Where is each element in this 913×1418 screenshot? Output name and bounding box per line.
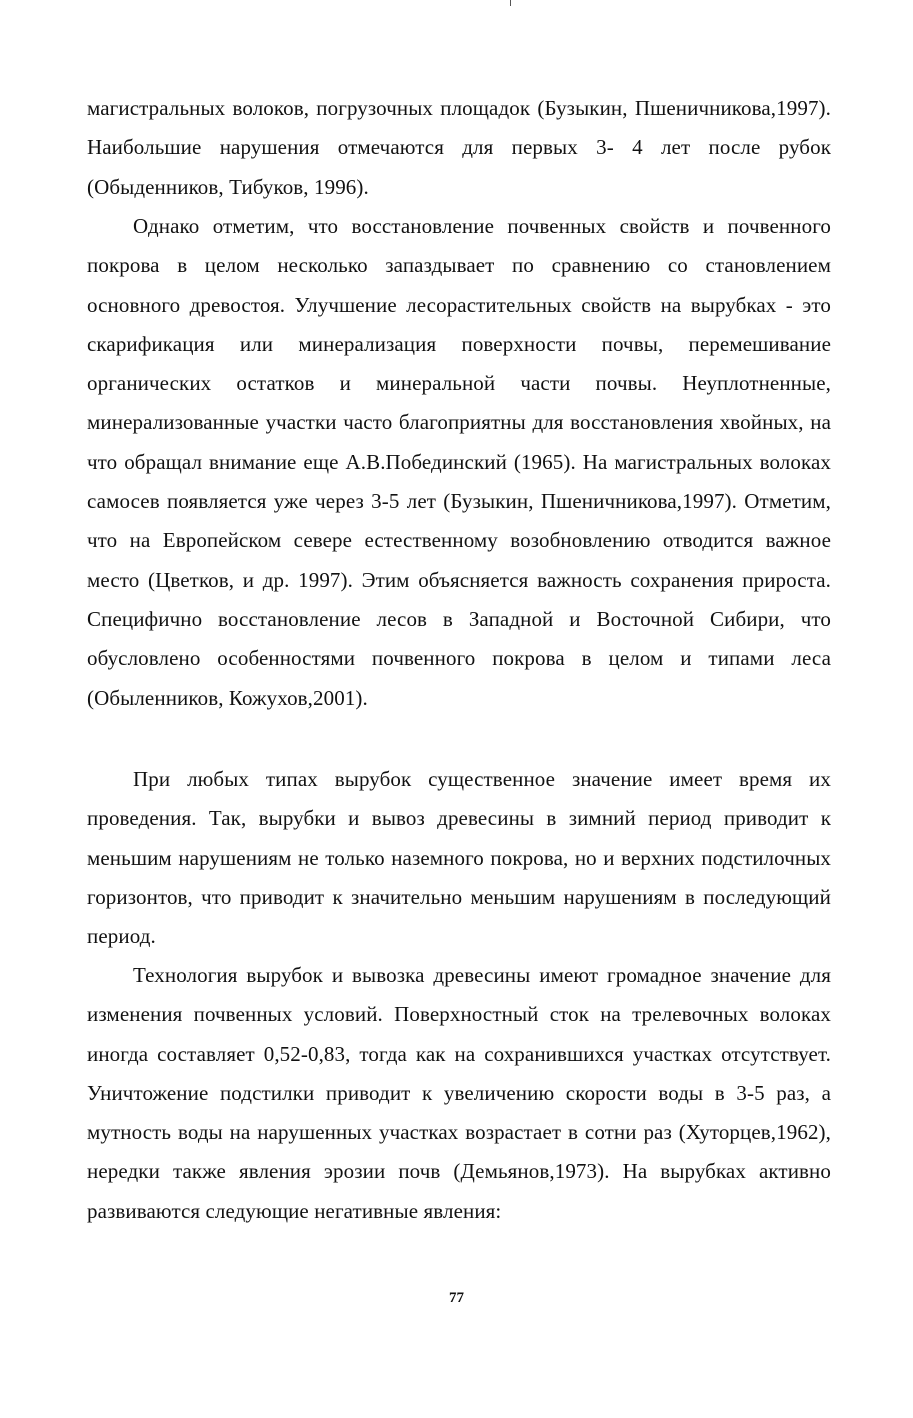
paragraph-harvest-technology: [87, 956, 831, 1231]
paragraph-text: магистральных волоков, погрузочных площадок (Бузыкин, Пшеничникова,1997). Наибольшие нарушения отмечаются для первых 3- 4 лет после рубок (Обыденников, Тибуков, 1996).: [87, 96, 831, 199]
paragraph-text: Однако отметим, что восстановление почвенных свойств и почвенного покрова в целом несколько запаздывает по сравнению со становлением основного древостоя. Улучшение лесорастительных свойств на вырубках - это скарификация или минерализация поверхности почвы, перемешивание органических остатков и минеральной части почвы. Неуплотненные, минерализованные участки часто благоприятны для восстановления хвойных, на что обращал внимание еще А.В.Побединский (1965). На магистральных волоках самосев появляется уже через 3-5 лет (Бузыкин, Пшеничникова,1997). Отметим, что на Европейском севере естественному возобновлению отводится важное место (Цветков, и др. 1997). Этим объясняется важность сохранения прироста. Специфично восстановление лесов в Западной и Восточной Сибири, что обусловлено особенностями почвенного покрова в целом и типами леса (Обыленников, Кожухов,2001).: [87, 214, 831, 710]
page-number: 77: [449, 1290, 464, 1306]
paragraph-text: Технология вырубок и вывозка древесины имеют громадное значение для изменения почвенных условий. Поверхностный сток на трелевочных волоках иногда составляет 0,52-0,83, тогда как на сохранившихся участках отсутствует. Уничтожение подстилки приводит к увеличению скорости воды в 3-5 раз, а мутность воды на нарушенных участках возрастает в сотни раз (Хуторцев,1962), нередки также явления эрозии почв (Демьянов,1973). На вырубках активно развиваются следующие негативные явления:: [87, 963, 831, 1223]
paragraph-text: При любых типах вырубок существенное значение имеет время их проведения. Так, вырубки и вывоз древесины в зимний период приводит к меньшим нарушениям не только наземного покрова, но и верхних подстилочных горизонтов, что приводит к значительно меньшим нарушениям в последующий период.: [87, 767, 831, 949]
paragraph-soil-recovery: [87, 207, 831, 718]
paragraph-harvest-timing: [87, 760, 831, 956]
scan-artifact-mark: [510, 0, 511, 6]
paragraph-continuation: [87, 89, 831, 207]
